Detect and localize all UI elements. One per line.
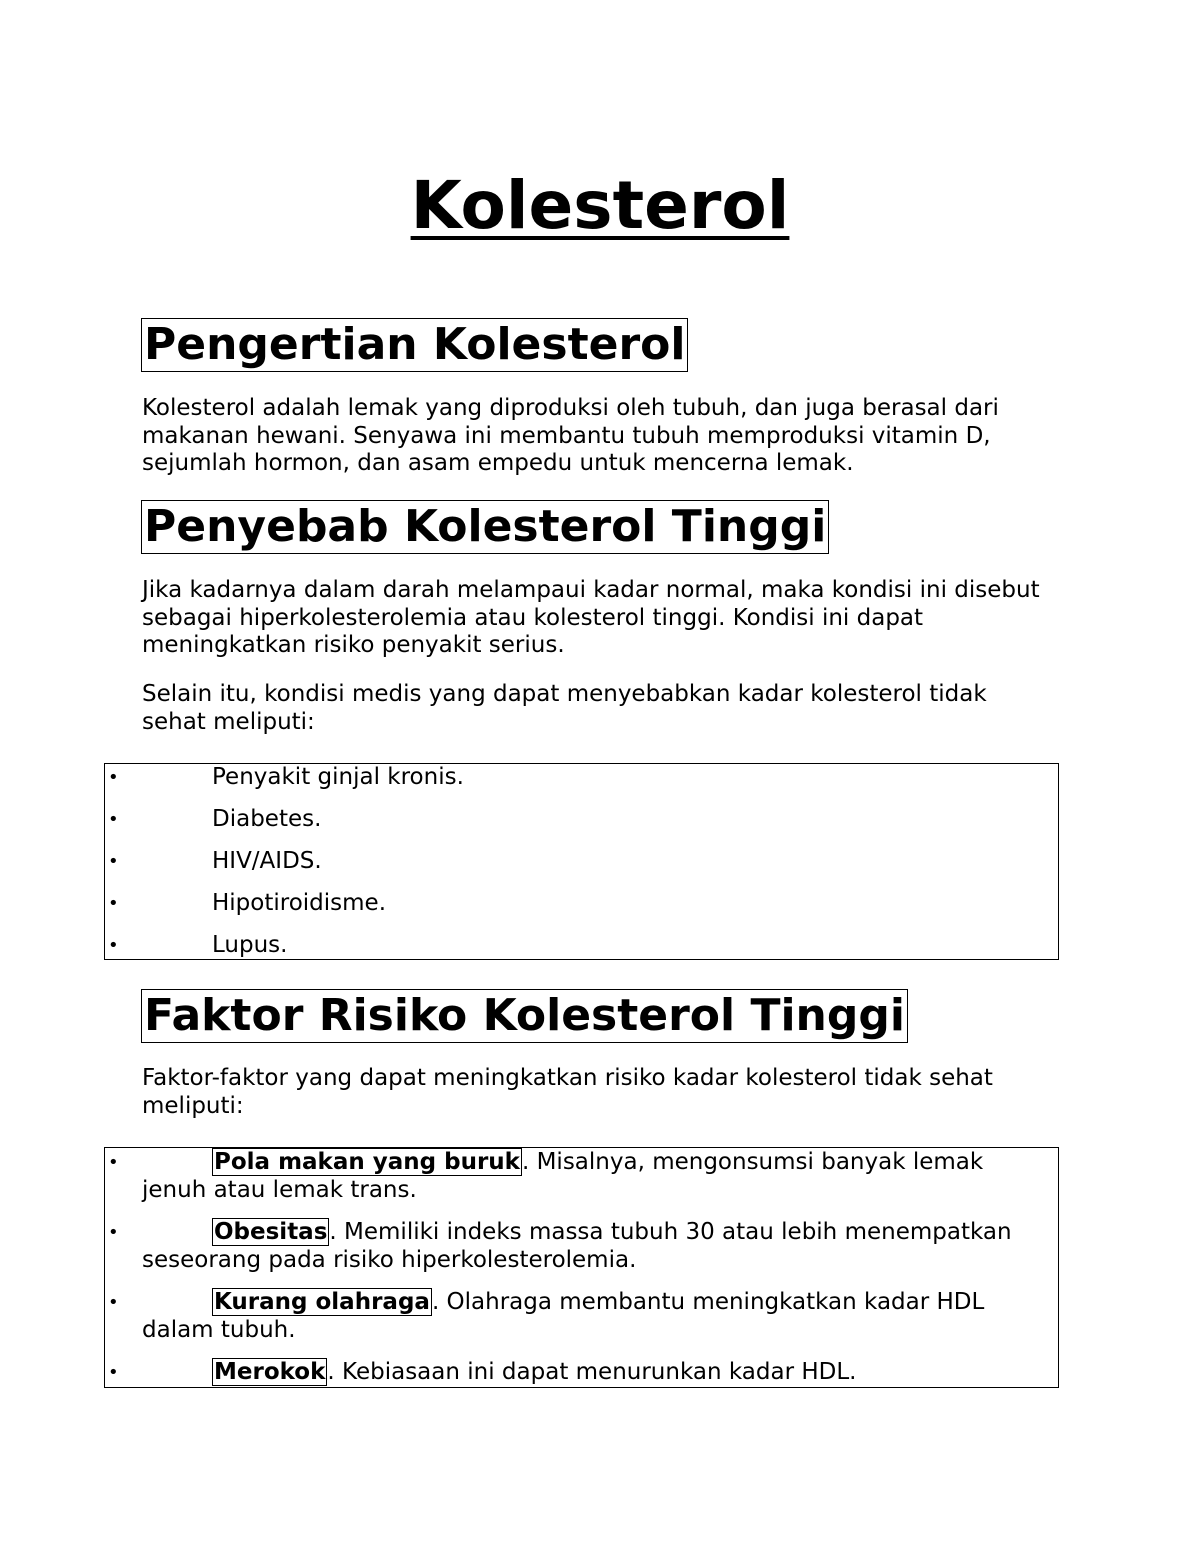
- bullet-icon: •: [108, 1152, 119, 1173]
- list-item: [105, 1149, 1058, 1205]
- list-item-text: [142, 1149, 1042, 1204]
- paragraph-penyebab-2: Selain itu, kondisi medis yang dapat menyebabkan kadar kolesterol tidak sehat meliputi:: [142, 681, 987, 735]
- list-item: [105, 1359, 1058, 1387]
- bullet-icon: •: [108, 1292, 119, 1313]
- list-item-text: Hipotiroidisme.: [212, 890, 387, 916]
- list-item-text: [142, 1359, 1042, 1387]
- heading-pengertian: Pengertian Kolesterol: [141, 318, 688, 372]
- bullet-icon: •: [108, 1222, 119, 1243]
- list-item-text: Penyakit ginjal kronis.: [212, 764, 464, 790]
- paragraph-faktor-risiko: Faktor-faktor yang dapat meningkatkan risiko kadar kolesterol tidak sehat meliputi:: [142, 1065, 993, 1119]
- risk-description: . Kebiasaan ini dapat menurunkan kadar HDL.: [327, 1359, 857, 1385]
- risk-description: . Memiliki indeks massa tubuh 30 atau lebih menempatkan seseorang pada risiko hiperkolesterolemia.: [142, 1219, 1012, 1273]
- paragraph-penyebab-1: Jika kadarnya dalam darah melampaui kadar normal, maka kondisi ini disebut sebagai hiperkolesterolemia atau kolesterol tinggi. Kondisi ini dapat meningkatkan risiko penyakit serius.: [142, 577, 1040, 658]
- document-title: [0, 166, 1200, 246]
- risk-term: Obesitas: [214, 1219, 328, 1245]
- list-medical-conditions: [104, 763, 1059, 960]
- list-item: [105, 1219, 1058, 1275]
- paragraph-pengertian: Kolesterol adalah lemak yang diproduksi oleh tubuh, dan juga berasal dari makanan hewani. Senyawa ini membantu tubuh memproduksi vitamin D, sejumlah hormon, dan asam empedu untuk mencerna lemak.: [142, 395, 999, 476]
- risk-description: . Olahraga membantu meningkatkan kadar HDL dalam tubuh.: [142, 1289, 985, 1343]
- document-title-text: Kolesterol: [410, 167, 790, 244]
- bullet-icon: •: [108, 851, 119, 872]
- list-item-text: Diabetes.: [212, 806, 322, 832]
- risk-description: . Misalnya, mengonsumsi banyak lemak jenuh atau lemak trans.: [142, 1149, 984, 1203]
- list-risk-factors: [104, 1147, 1059, 1388]
- list-item-text: HIV/AIDS.: [212, 848, 322, 874]
- risk-term: Kurang olahraga: [214, 1289, 430, 1315]
- list-item-text: [142, 1219, 1042, 1274]
- heading-penyebab: Penyebab Kolesterol Tinggi: [141, 500, 829, 554]
- list-item-text: Lupus.: [212, 932, 288, 958]
- bullet-icon: •: [108, 893, 119, 914]
- bullet-icon: •: [108, 767, 119, 788]
- bullet-icon: •: [108, 809, 119, 830]
- risk-term: Pola makan yang buruk: [214, 1149, 520, 1175]
- list-item-text: [142, 1289, 1042, 1344]
- heading-faktor-risiko: Faktor Risiko Kolesterol Tinggi: [141, 989, 908, 1043]
- bullet-icon: •: [108, 935, 119, 956]
- bullet-icon: •: [108, 1362, 119, 1383]
- list-item: [105, 1289, 1058, 1345]
- risk-term: Merokok: [214, 1359, 326, 1385]
